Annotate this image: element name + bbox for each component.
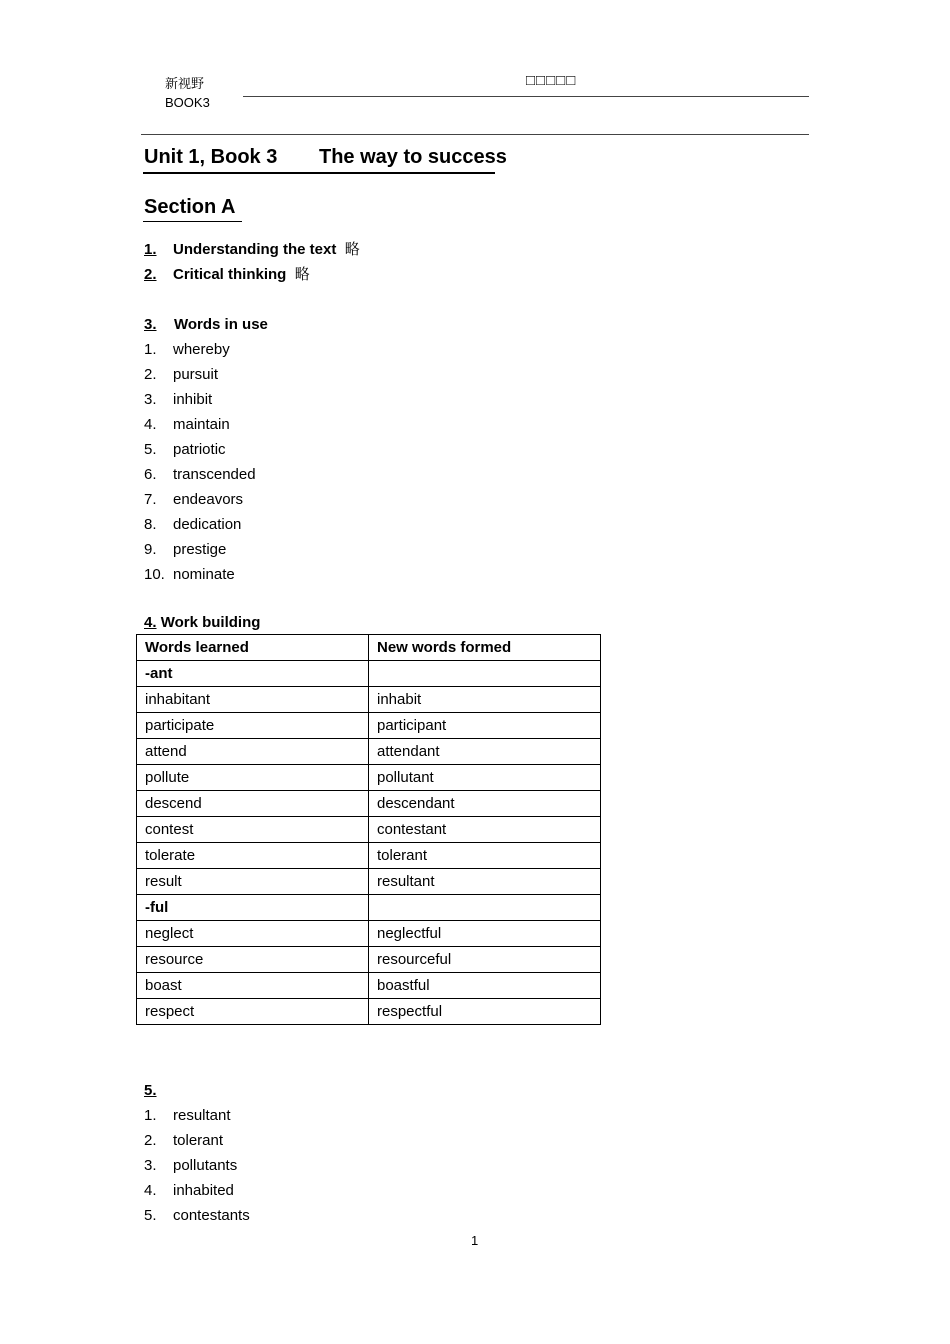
words-in-use-heading: [144, 312, 268, 337]
cell-new-word: tolerant: [369, 843, 601, 869]
cell-new-word: inhabit: [369, 687, 601, 713]
cell-new-word: contestant: [369, 817, 601, 843]
item-note: 略: [344, 240, 360, 258]
header-bottom-rule: [141, 134, 809, 135]
list-item: [144, 462, 344, 487]
words-in-use-list: [144, 337, 344, 587]
table-row: [137, 973, 601, 999]
list-item-number: 5.: [144, 1207, 157, 1224]
item-label: Words in use: [174, 316, 268, 333]
item-number: 2.: [144, 266, 157, 283]
title-underline: [143, 172, 495, 174]
page-number: 1: [471, 1233, 479, 1248]
cell-word-learned: pollute: [137, 765, 369, 791]
list-item: [144, 387, 344, 412]
cell-new-word: [369, 895, 601, 921]
table-row: [137, 843, 601, 869]
item-label: Work building: [160, 614, 261, 631]
list-item: [144, 362, 344, 387]
item-label: [173, 237, 360, 262]
list-item-word: patriotic: [173, 441, 226, 458]
table-row: [137, 739, 601, 765]
table-row: [137, 999, 601, 1025]
list-item: [144, 1128, 344, 1153]
word-building-table: [136, 634, 601, 1025]
list-item-word: maintain: [173, 416, 230, 433]
item-number: 3.: [144, 316, 157, 333]
cell-new-word: participant: [369, 713, 601, 739]
table-header-row: [137, 635, 601, 661]
list-item-word: inhabited: [173, 1182, 234, 1199]
table-row: [137, 713, 601, 739]
table-row: [137, 817, 601, 843]
list-item-word: nominate: [173, 566, 235, 583]
table-row: [137, 765, 601, 791]
table-header-cell: Words learned: [137, 635, 369, 661]
list-item: [144, 1178, 344, 1203]
cell-word-learned: neglect: [137, 921, 369, 947]
list-item-word: dedication: [173, 516, 242, 533]
list-item-number: 3.: [144, 1157, 157, 1174]
cell-word-learned: boast: [137, 973, 369, 999]
cell-new-word: boastful: [369, 973, 601, 999]
exercise5-heading: [144, 1078, 157, 1103]
cell-word-learned: -ant: [137, 661, 369, 687]
cell-word-learned: tolerate: [137, 843, 369, 869]
cell-new-word: neglectful: [369, 921, 601, 947]
list-item: [144, 487, 344, 512]
list-item: [144, 1103, 344, 1128]
list-item-number: 3.: [144, 391, 157, 408]
list-item-number: 10.: [144, 566, 165, 583]
list-item-word: transcended: [173, 466, 256, 483]
cell-word-learned: result: [137, 869, 369, 895]
table-header-cell: New words formed: [369, 635, 601, 661]
list-item: [144, 512, 344, 537]
cell-word-learned: resource: [137, 947, 369, 973]
item-label: [173, 262, 310, 287]
list-item-number: 2.: [144, 1132, 157, 1149]
section-heading: Section A: [144, 196, 236, 218]
list-item-number: 4.: [144, 1182, 157, 1199]
list-item-word: pollutants: [173, 1157, 238, 1174]
header-rule: [243, 96, 809, 97]
list-item-number: 5.: [144, 441, 157, 458]
table-row: [137, 869, 601, 895]
list-item-number: 7.: [144, 491, 157, 508]
cell-new-word: pollutant: [369, 765, 601, 791]
list-item-number: 9.: [144, 541, 157, 558]
table-row: [137, 791, 601, 817]
list-item-number: 4.: [144, 416, 157, 433]
list-item-word: resultant: [173, 1107, 231, 1124]
cell-new-word: resultant: [369, 869, 601, 895]
list-item-number: 1.: [144, 1107, 157, 1124]
item-label-text: Critical thinking: [173, 266, 287, 283]
list-item-number: 8.: [144, 516, 157, 533]
cell-new-word: descendant: [369, 791, 601, 817]
item-note: 略: [294, 265, 310, 283]
exercise5-list: [144, 1103, 344, 1228]
list-item-word: inhibit: [173, 391, 213, 408]
list-item: [144, 1153, 344, 1178]
list-item: [144, 412, 344, 437]
header-label-cn: 新视野: [165, 76, 205, 91]
cell-word-learned: attend: [137, 739, 369, 765]
cell-new-word: attendant: [369, 739, 601, 765]
cell-word-learned: respect: [137, 999, 369, 1025]
cell-word-learned: inhabitant: [137, 687, 369, 713]
cell-new-word: [369, 661, 601, 687]
item-number: 5.: [144, 1082, 157, 1099]
list-item: [144, 1203, 344, 1228]
table-row: [137, 661, 601, 687]
item-number: 4.: [144, 614, 157, 631]
list-item-number: 2.: [144, 366, 157, 383]
item-number: 1.: [144, 241, 157, 258]
list-item: [144, 562, 344, 587]
cell-word-learned: participate: [137, 713, 369, 739]
list-item-word: endeavors: [173, 491, 244, 508]
header-center-text: □□□□□: [526, 72, 577, 89]
section-underline: [143, 221, 242, 222]
cell-word-learned: descend: [137, 791, 369, 817]
item-understanding: [144, 237, 360, 262]
list-item-word: contestants: [173, 1207, 250, 1224]
list-item-word: tolerant: [173, 1132, 224, 1149]
table-row: [137, 947, 601, 973]
cell-word-learned: contest: [137, 817, 369, 843]
table-row: [137, 921, 601, 947]
list-item-number: 1.: [144, 341, 157, 358]
unit-title: Unit 1, Book 3: [144, 146, 278, 168]
list-item: [144, 437, 344, 462]
cell-new-word: respectful: [369, 999, 601, 1025]
item-critical-thinking: [144, 262, 310, 287]
list-item: [144, 537, 344, 562]
item-label-text: Understanding the text: [173, 241, 337, 258]
header-label-book: BOOK3: [165, 95, 210, 110]
unit-topic: The way to success: [319, 146, 507, 168]
list-item-number: 6.: [144, 466, 157, 483]
word-building-heading: [144, 610, 260, 635]
table-row: [137, 687, 601, 713]
cell-word-learned: -ful: [137, 895, 369, 921]
table-row: [137, 895, 601, 921]
list-item-word: whereby: [173, 341, 230, 358]
list-item-word: pursuit: [173, 366, 219, 383]
list-item-word: prestige: [173, 541, 227, 558]
list-item: [144, 337, 344, 362]
cell-new-word: resourceful: [369, 947, 601, 973]
